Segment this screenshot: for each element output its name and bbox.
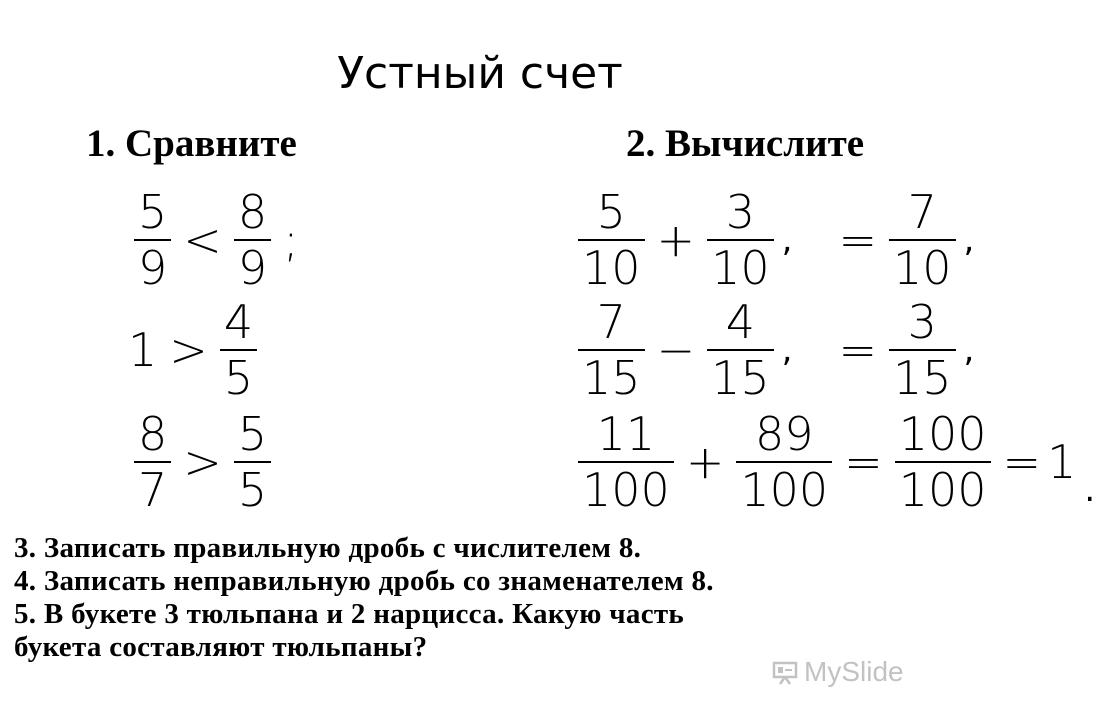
numerator: 5	[596, 185, 626, 239]
numerator: 7	[907, 185, 937, 239]
numerator: 5	[138, 185, 168, 239]
section-calculate-heading: 2. Вычислите	[626, 122, 865, 165]
fraction	[736, 408, 832, 516]
numerator: 5	[237, 407, 268, 461]
denominator: 9	[237, 241, 268, 295]
numerator: 4	[725, 295, 755, 349]
numerator: 11	[596, 407, 656, 461]
compare-sign: >	[183, 435, 222, 489]
numerator: 7	[596, 295, 626, 349]
compare-sign: >	[169, 323, 208, 377]
fraction	[578, 186, 645, 294]
numerator: 8	[237, 185, 268, 239]
denominator: 100	[898, 463, 987, 517]
denominator: 5	[223, 351, 254, 405]
numerator: 3	[907, 295, 937, 349]
fraction	[134, 186, 171, 294]
denominator: 10	[711, 241, 770, 295]
denominator: 5	[237, 463, 268, 517]
numerator: 89	[754, 407, 814, 461]
whole-number: 1	[128, 323, 158, 377]
equals-sign: =	[1002, 435, 1042, 489]
comma: ,	[963, 220, 975, 260]
fraction	[578, 408, 674, 516]
denominator: 100	[582, 463, 670, 517]
fraction	[895, 408, 991, 516]
period: .	[1084, 470, 1095, 510]
equals-sign: =	[838, 323, 877, 377]
calc-row-3	[572, 408, 1095, 516]
task-3: 3. Записать правильную дробь с числителем 8.	[14, 532, 642, 564]
fraction	[707, 186, 774, 294]
equals-sign: =	[844, 435, 883, 489]
calc-row-2	[572, 296, 974, 404]
fraction	[234, 408, 271, 516]
result-value: 1	[1047, 435, 1077, 489]
task-5-continued: букета составляют тюльпаны?	[14, 631, 428, 663]
section-compare-heading: 1. Сравните	[86, 122, 297, 165]
task-list	[14, 532, 944, 664]
compare-row-2	[128, 296, 263, 404]
numerator: 4	[223, 295, 254, 349]
equals-sign: =	[838, 213, 877, 267]
compare-row-3	[128, 408, 277, 516]
task-5: 5. В букете 3 тюльпана и 2 нарцисса. Какую часть	[14, 598, 685, 630]
fraction	[889, 296, 956, 404]
denominator: 15	[582, 351, 641, 405]
comma: ,	[781, 330, 793, 370]
denominator: 7	[138, 463, 168, 517]
comma: ,	[963, 330, 975, 370]
numerator: 8	[138, 407, 168, 461]
denominator: 15	[893, 351, 952, 405]
compare-row-1	[128, 186, 305, 294]
watermark	[772, 656, 904, 688]
denominator: 100	[740, 463, 829, 517]
watermark-text: MySlide	[804, 656, 904, 687]
fraction	[578, 296, 645, 404]
minus-sign: −	[656, 323, 696, 377]
comma: ,	[781, 220, 793, 260]
fraction	[707, 296, 774, 404]
compare-sign: <	[183, 213, 222, 267]
plus-sign: +	[685, 435, 725, 489]
numerator: 100	[898, 407, 987, 461]
fraction	[220, 296, 257, 404]
denominator: 9	[138, 241, 168, 295]
page-title: Устный счет	[337, 48, 623, 99]
presentation-icon	[772, 659, 798, 685]
numerator: 3	[725, 185, 755, 239]
denominator: 10	[893, 241, 952, 295]
denominator: 15	[711, 351, 770, 405]
task-4: 4. Записать неправильную дробь со знаменателем 8.	[14, 565, 714, 597]
calc-row-1	[572, 186, 974, 294]
plus-sign: +	[656, 213, 696, 267]
fraction	[234, 186, 271, 294]
semicolon: ;	[283, 213, 299, 267]
fraction	[889, 186, 956, 294]
denominator: 10	[582, 241, 641, 295]
fraction	[134, 408, 171, 516]
